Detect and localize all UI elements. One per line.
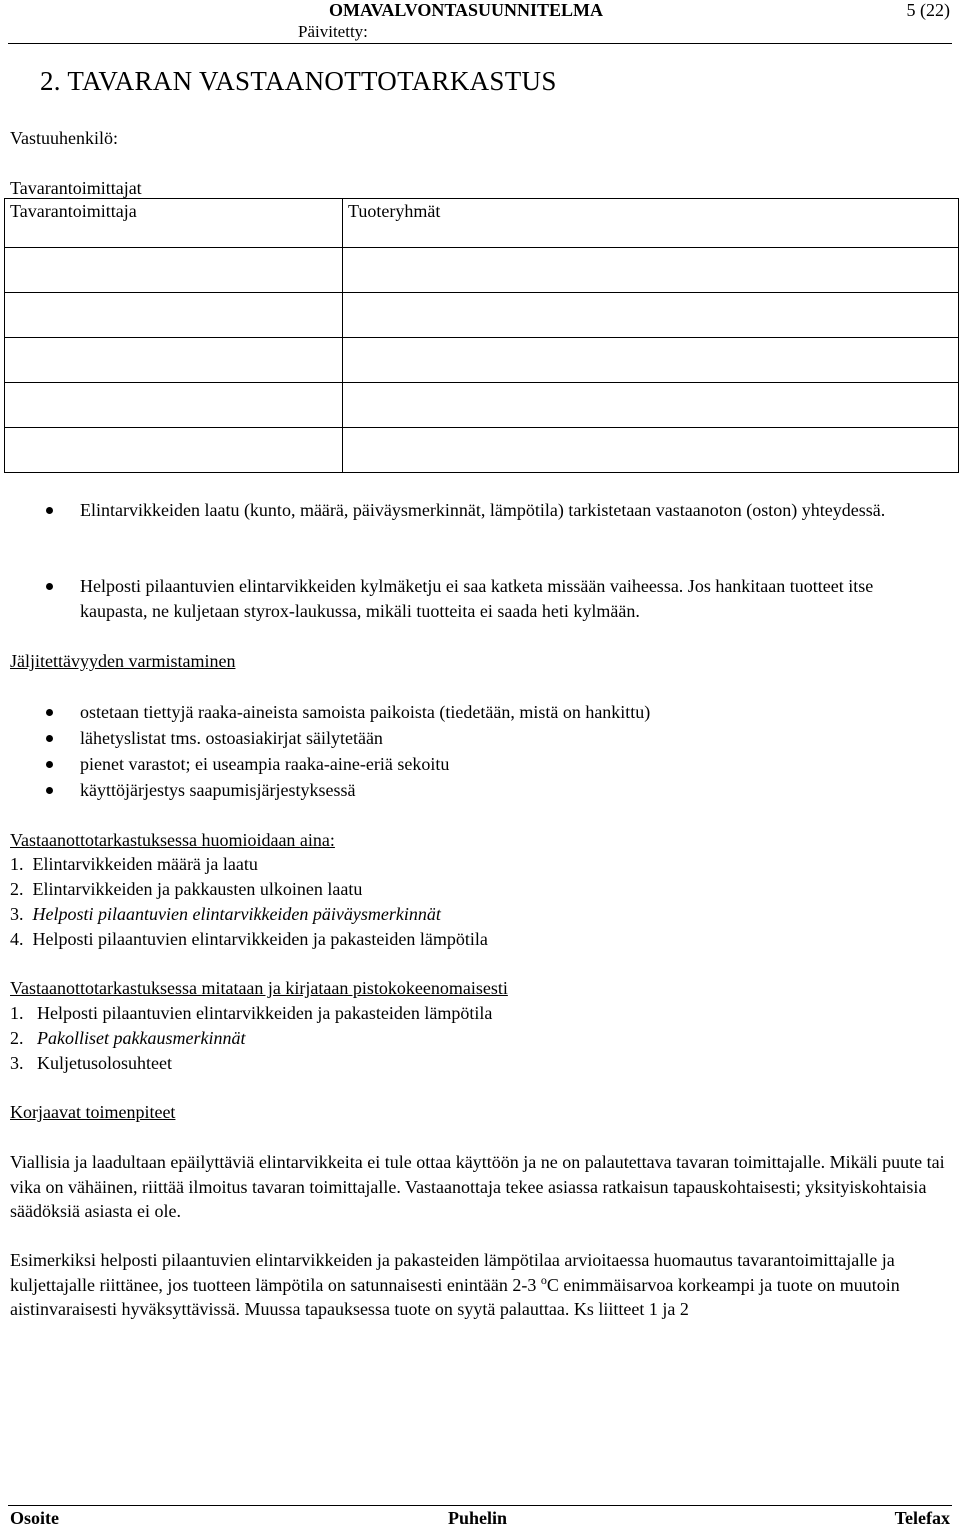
footer-address: Osoite xyxy=(10,1508,59,1528)
item-number: 3. xyxy=(10,904,24,924)
table-row xyxy=(5,338,959,383)
item-text: Elintarvikkeiden määrä ja laatu xyxy=(32,854,258,874)
item-text: Elintarvikkeiden ja pakkausten ulkoinen laatu xyxy=(32,879,363,899)
footer-fax: Telefax xyxy=(894,1508,950,1528)
responsible-label: Vastuuhenkilö: xyxy=(10,128,118,148)
item-text: Helposti pilaantuvien elintarvikkeiden ja pakasteiden lämpötila xyxy=(37,1003,493,1023)
inspection-always-heading: Vastaanottotarkastuksessa huomioidaan aina: xyxy=(10,830,335,850)
bullet-icon xyxy=(46,761,53,768)
table-cell[interactable] xyxy=(343,338,959,383)
item-number: 2. xyxy=(10,879,24,899)
table-cell[interactable] xyxy=(5,248,343,293)
paragraph-text: C enimmäisarvoa korkeampi ja tuote on muutoin aistinvaraisesti hyväksyttävissä. Muussa tapauksessa tuote on syytä palauttaa. Ks liitteet 1 ja 2 xyxy=(10,1274,900,1319)
bullet-icon xyxy=(46,583,53,590)
bullet-icon xyxy=(46,787,53,794)
list-item xyxy=(10,1051,172,1075)
corrective-paragraph: Viallisia ja laadultaan epäilyttäviä elintarvikkeita ei tule ottaa käyttöön ja ne on palautettava tavaran toimittajalle. Mikäli puute tai vika on vähäinen, riittää ilmoitus tavaran toimittajalle. Vastaanottaja tekee asiassa ratkaisun tapauskohtaisesti; yksityiskohtaisia säädöksiä asiasta ei ole. xyxy=(10,1152,945,1221)
item-text: Kuljetusolosuhteet xyxy=(37,1053,172,1073)
inspection-measured-heading: Vastaanottotarkastuksessa mitataan ja kirjataan pistokokeenomaisesti xyxy=(10,978,508,998)
supplier-table xyxy=(4,198,959,473)
bullet-icon xyxy=(46,735,53,742)
table-cell[interactable] xyxy=(343,293,959,338)
table-row xyxy=(5,293,959,338)
column-header-product-groups: Tuoteryhmät xyxy=(343,199,959,248)
item-text: Pakolliset pakkausmerkinnät xyxy=(37,1028,246,1048)
item-number: 4. xyxy=(10,929,24,949)
list-item xyxy=(10,852,258,876)
table-header-row xyxy=(5,199,959,248)
list-item xyxy=(10,902,441,926)
table-cell[interactable] xyxy=(343,383,959,428)
list-item xyxy=(10,927,488,951)
corrective-heading: Korjaavat toimenpiteet xyxy=(10,1102,176,1122)
bullet-icon xyxy=(46,709,53,716)
table-cell[interactable] xyxy=(343,428,959,473)
traceability-heading: Jäljitettävyyden varmistaminen xyxy=(10,651,236,671)
bullet-text: pienet varastot; ei useampia raaka-aine-eriä sekoitu xyxy=(80,754,450,774)
degree-superscript: o xyxy=(540,1272,547,1287)
item-number: 2. xyxy=(10,1028,24,1048)
item-number: 3. xyxy=(10,1053,24,1073)
footer-phone: Puhelin xyxy=(448,1508,508,1528)
bullet-text: ostetaan tiettyjä raaka-aineista samoista paikoista (tiedetään, mistä on hankittu) xyxy=(80,702,651,722)
table-cell[interactable] xyxy=(5,428,343,473)
footer-divider xyxy=(8,1505,952,1506)
table-cell[interactable] xyxy=(5,293,343,338)
item-text: Helposti pilaantuvien elintarvikkeiden päiväysmerkinnät xyxy=(32,904,441,924)
column-header-supplier: Tavarantoimittaja xyxy=(5,199,343,248)
suppliers-label: Tavarantoimittajat xyxy=(10,178,142,198)
table-cell[interactable] xyxy=(5,383,343,428)
paragraph-text: Esimerkiksi helposti pilaantuvien elintarvikkeiden ja pakasteiden lämpötilaa arvioitaessa huomautus tavarantoimittajalle ja kuljettajalle riittänee, jos tuotteen lämpötila on satunnaisesti enintään 2-3 xyxy=(10,1250,895,1295)
item-text: Helposti pilaantuvien elintarvikkeiden ja pakasteiden lämpötila xyxy=(32,929,488,949)
bullet-text: Helposti pilaantuvien elintarvikkeiden kylmäketju ei saa katketa missään vaiheessa. Jos hankitaan tuotteet itse kaupasta, ne kuljetaan styrox-laukussa, mikäli tuotteita ei saada heti kylmään. xyxy=(80,576,874,621)
section-heading: 2. TAVARAN VASTAANOTTOTARKASTUS xyxy=(40,66,557,96)
bullet-text: käyttöjärjestys saapumisjärjestyksessä xyxy=(80,780,356,800)
updated-label: Päivitetty: xyxy=(298,22,368,41)
example-paragraph xyxy=(10,1248,950,1322)
table-cell[interactable] xyxy=(343,248,959,293)
list-item xyxy=(10,1001,492,1025)
item-number: 1. xyxy=(10,1003,24,1023)
list-item xyxy=(10,1026,245,1050)
item-number: 1. xyxy=(10,854,24,874)
bullet-text: Elintarvikkeiden laatu (kunto, määrä, päiväysmerkinnät, lämpötila) tarkistetaan vastaanoton (oston) yhteydessä. xyxy=(80,500,886,520)
table-cell[interactable] xyxy=(5,338,343,383)
document-title: OMAVALVONTASUUNNITELMA xyxy=(329,0,604,20)
bullet-icon xyxy=(46,507,53,514)
table-row xyxy=(5,428,959,473)
table-row xyxy=(5,248,959,293)
header-divider xyxy=(8,43,952,44)
bullet-text: lähetyslistat tms. ostoasiakirjat säilytetään xyxy=(80,728,383,748)
table-row xyxy=(5,383,959,428)
list-item xyxy=(10,877,362,901)
page-number: 5 (22) xyxy=(906,0,950,20)
